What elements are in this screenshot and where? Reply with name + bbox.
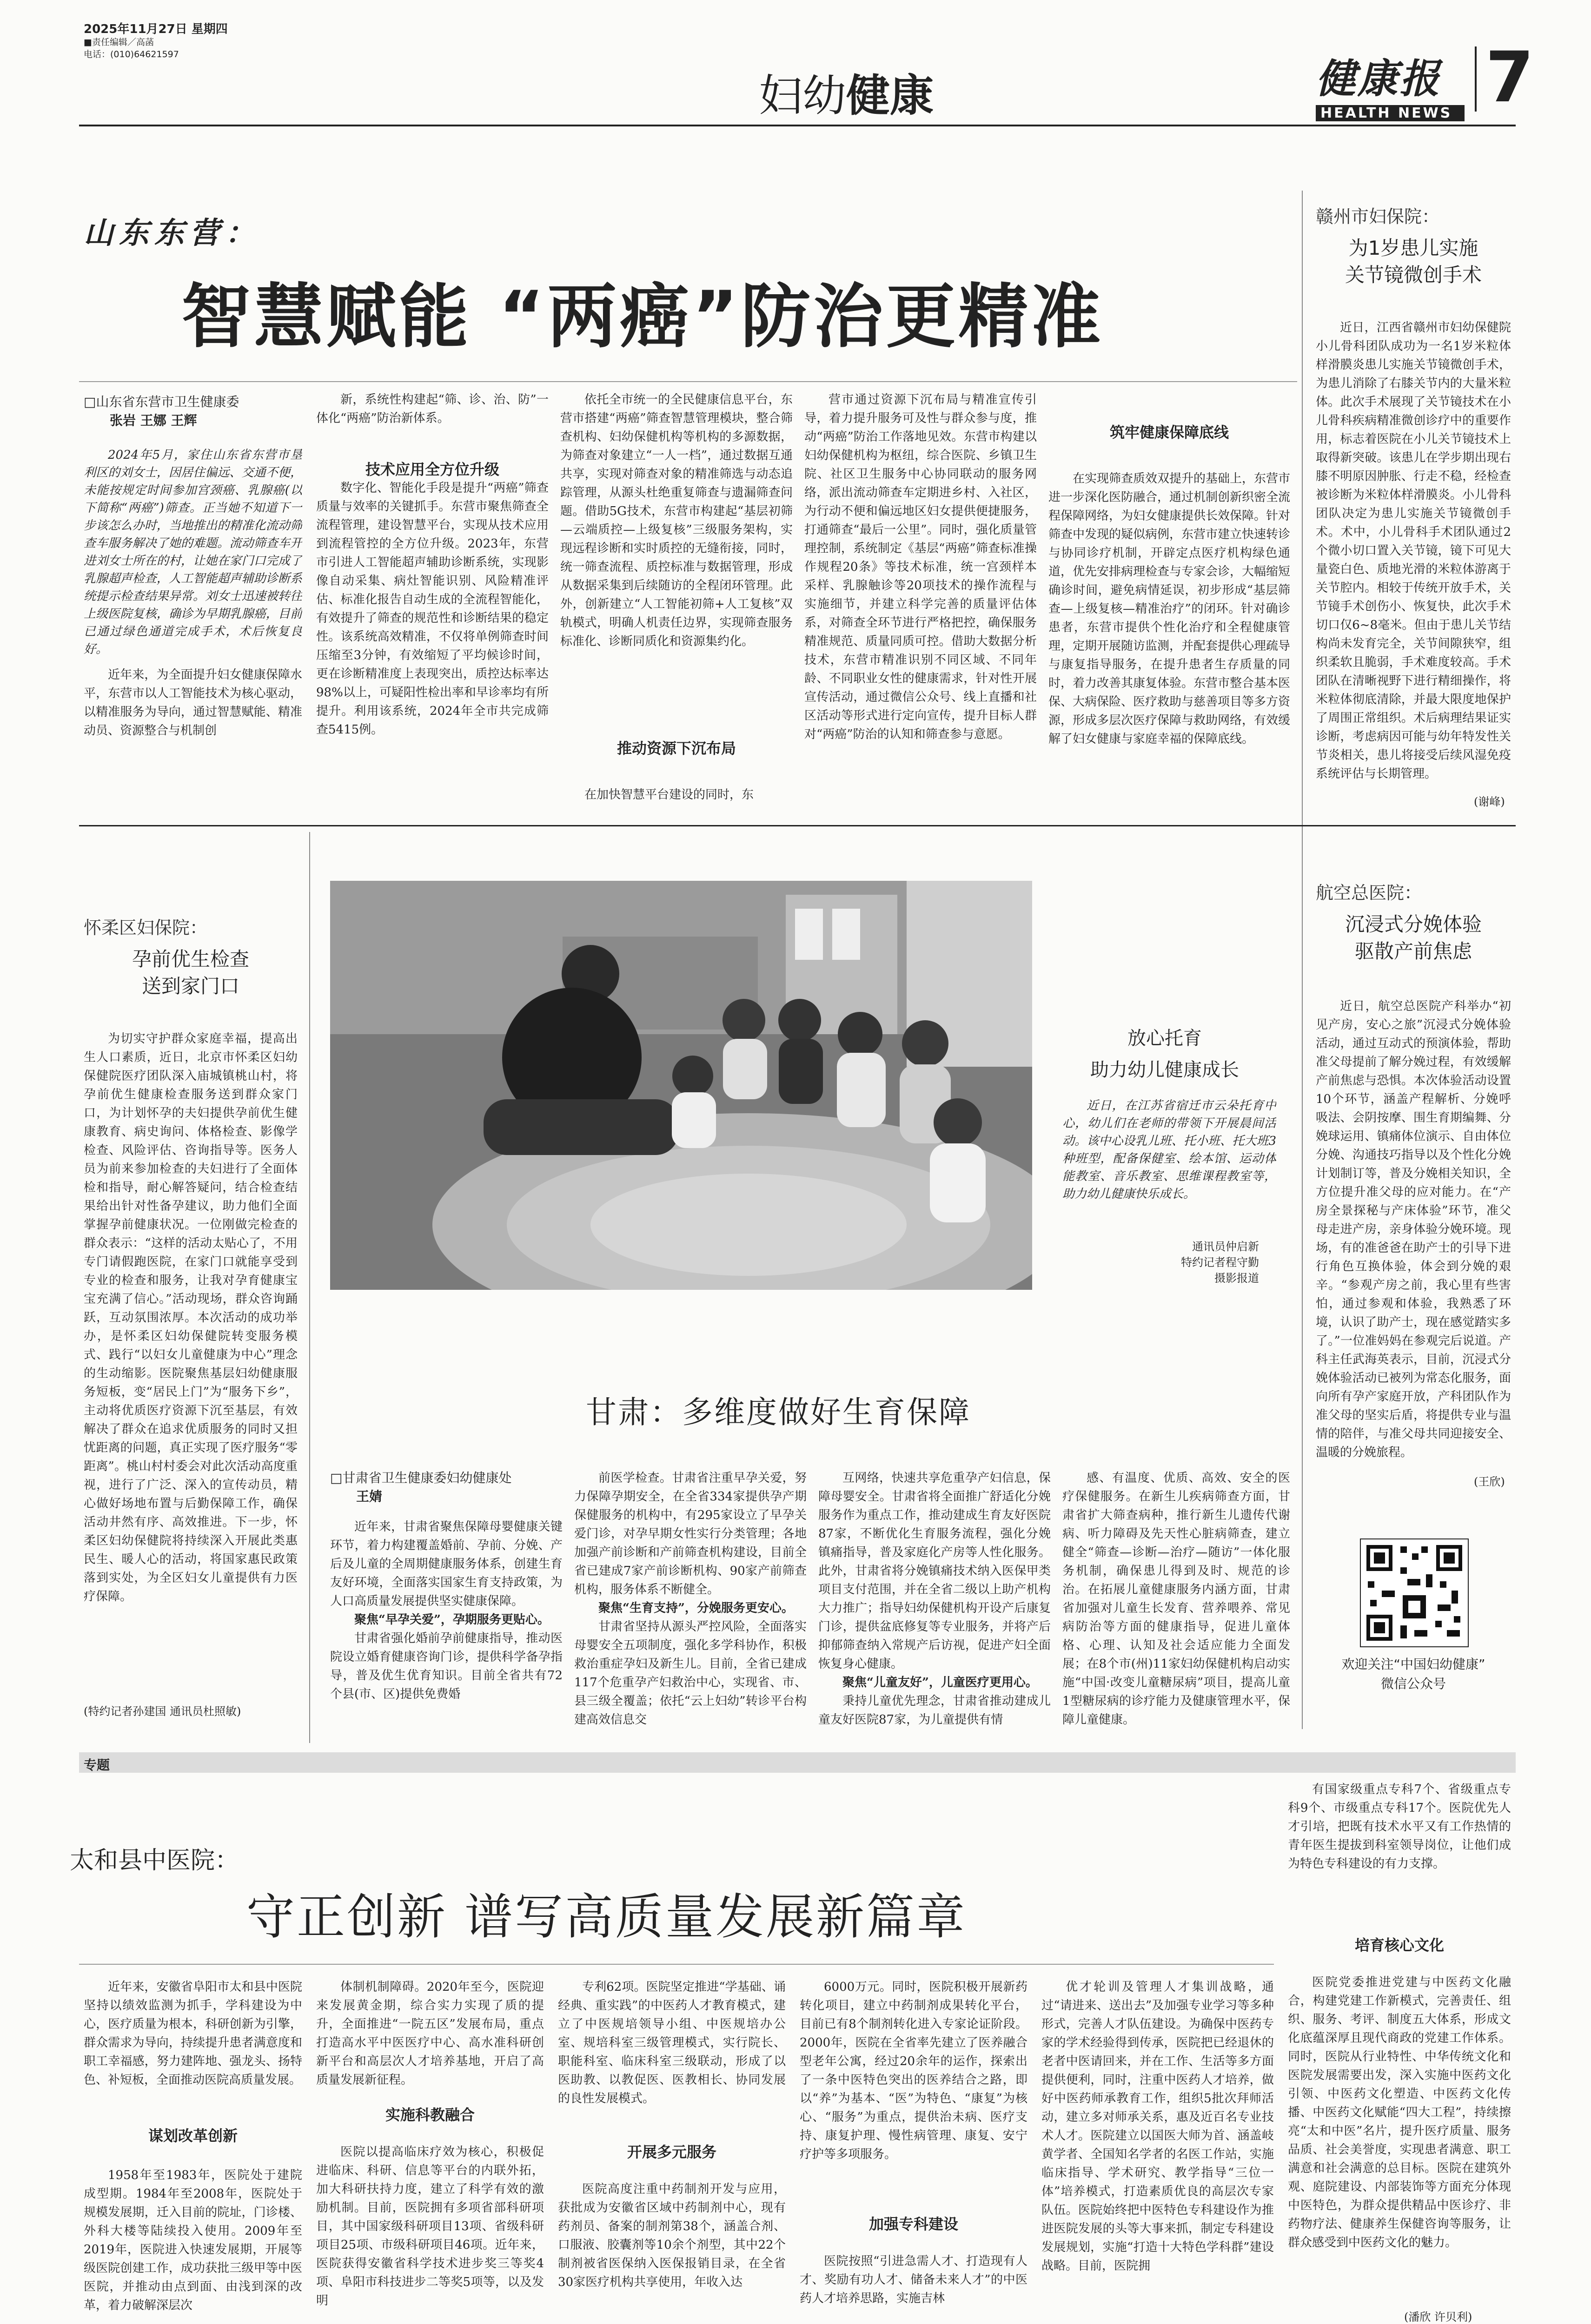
phone-line: 电话：(010)64621597 <box>84 49 179 59</box>
photo-caption: 近日，在江苏省宿迁市云朵托育中心，幼儿们在老师的带领下开展晨间活动。该中心设乳儿班、托小班、托大班3种班型，配备保健室、绘本馆、运动体能教室、音乐教室、思维课程教室等，助力幼儿健康快乐成长。 <box>1062 1099 1276 1201</box>
gansu-col3-tail: 秉持儿童优先理念，甘肃省推动建成儿童友好医院87家，为儿童提供有情 <box>818 1694 1051 1727</box>
lead-column-4 <box>804 390 1037 811</box>
gansu-column-3 <box>818 1469 1051 1736</box>
ganzhou-kicker: 赣州市妇保院： <box>1316 206 1440 227</box>
special-subhead-1: 谋划改革创新 <box>148 2127 238 2145</box>
special-col5: 优才轮训及管理人才集训战略，通过“请进来、送出去”及加强专业学习等多种形式，完善人才队伍建设。为确保中医药专家的学术经验得到传承，医院把已经退休的老者中医请回来，并在工作、生活等多方面提供便利，同时，注重中医药人才培养，做好中医药师承教育工作，组织5批次拜师活动，建立多对师承关系，惠及近百名专业技术人才。医院建立以国医大师为首、涵盖岐黄学者、全国知名学者的名医工作站，实施临床指导、学术研究、教学指导“三位一体”培养模式，打造素质优良的高层次专家队伍。医院始终把中医特色专科建设作为推进医院发展的头等大事来抓，制定专科建设发展规划，实施“打造十大特色学科群”建设战略。目前，医院拥 <box>1041 1980 1274 2273</box>
ganzhou-credit: (谢峰) <box>1474 795 1505 808</box>
photo-credit-line-1: 通讯员仲启新 <box>1192 1240 1259 1253</box>
newspaper-logo <box>1316 46 1465 121</box>
photo-feature-title-line-2: 助力幼儿健康成长 <box>1090 1059 1239 1081</box>
lead-column-1 <box>84 446 302 811</box>
gansu-column-1 <box>330 1518 563 1736</box>
special-subhead-4: 加强专科建设 <box>868 2215 958 2233</box>
lead-column-2 <box>316 390 549 811</box>
special-rule <box>79 1964 1274 1965</box>
huairou-title-line-2: 送到家门口 <box>141 975 239 997</box>
right-column-divider <box>1302 191 1303 1729</box>
nursery-photo-drawing <box>330 881 1032 1290</box>
hangkong-text: 近日，航空总医院产科举办“初见产房，安心之旅”沉浸式分娩体验活动，通过互动式的预演体验，帮助准父母提前了解分娩过程，有效缓解产前焦虑与恐惧。本次体验活动设置10个环节，涵盖产程解析、分娩呼吸法、会阴按摩、围生育期编舞、分娩球运用、镇痛体位演示、自由体位分娩、沟通技巧指导以及个性化分娩计划制订等，普及分娩相关知识，全方位提升准父母的应对能力。在“产房全景探秘与产床体验”环节，准父母走进产房，亲身体验分娩环境。现场，有的准爸爸在助产士的引导下进行角色互换体验，体会到分娩的艰辛。“参观产房之前，我心里有些害怕，通过参观和体验，我熟悉了环境，认识了助产士，现在感觉踏实多了。”一位准妈妈在参观完后说道。产科主任武海英表示，目前，沉浸式分娩体验活动已被列为常态化服务，面向所有孕产家庭开放，产科团队作为准父母的坚实后盾，将提供专业与温情的陪伴，与准父母共同迎接安全、温暖的分娩旅程。 <box>1316 999 1511 1459</box>
lead-kicker: 山东东营： <box>84 216 260 251</box>
gansu-col2-tail: 甘肃省坚持从源头严控风险，全面落实母婴安全五项制度，强化多学科协作，积极救治重症孕妇及新生儿。目前，全省已建成117个危重孕产妇救治中心，实现省、市、县三级全覆盖；依托“云上妇幼”转诊平台构建高效信息交 <box>574 1620 807 1727</box>
ganzhou-title-line-1: 为1岁患儿实施 <box>1348 237 1478 259</box>
lead-column-3-tail <box>560 786 793 811</box>
huairou-body <box>84 1030 298 1699</box>
special-col3: 专利62项。医院坚定推进“学基础、诵经典、重实践”的中医药人才教育模式，建立了中医规培领导小组、中医规培办公室、规培科室三级管理模式，实行院长、职能科室、临床科室三级联动，形成了以医助教、以教促医、医教相长、协同发展的良性发展模式。 <box>558 1980 786 2106</box>
special-col4-tail: 医院按照“引进急需人才、打造现有人才、奖励有功人才、储备未来人才”的中医药人才培养思路，实施吉林 <box>800 2254 1028 2305</box>
gansu-headline: 甘肃：多维度做好生育保障 <box>586 1394 971 1430</box>
special-band-label: 专题 <box>84 1757 110 1773</box>
logo-chinese: 健康报 <box>1316 55 1441 102</box>
gansu-col2: 前医学检查。甘肃省注重早孕关爱，努力保障孕期安全，在全省334家提供孕产期保健服务的机构中，有295家设立了早孕关爱门诊，对孕早期女性实行分类管理；各地加强产前诊断和产前筛查机构建设，目前全省已建成7家产前诊断机构、90家产前筛查机构，服务体系不断健全。 <box>574 1471 807 1597</box>
lead-column-5 <box>1048 469 1290 811</box>
lead-col2-text: 数字化、智能化手段是提升“两癌”筛查质量与效率的关键抓手。东营市聚焦筛查全流程管理，建设智慧平台，实现从技术应用到流程管控的全方位升级。2023年，东营市引进人工智能超声辅助诊断系统，实现影像自动采集、病灶智能识别、风险精准评估、标准化报告自动生成的全流程智能化，有效提升了筛查的规范性和诊断结果的稳定性。该系统高效精准，不仅将单例筛查时间压缩至3分钟，有效缩短了平均候诊时间，更在诊断精准度上表现突出，质控达标率达98%以上，可疑阳性检出率和早诊率均有所提升。利用该系统，2024年全市共完成筛查5415例。 <box>316 481 549 737</box>
special-col4: 6000万元。同时，医院积极开展新药转化项目，建立中药制剂成果转化平台，目前已有8个制剂转化进入专家论证阶段。2000年，医院在全省率先建立了医养融合型老年公寓，经过20余年的运作，探索出了一条中医特色突出的医养结合之路，即以“养”为基本、“医”为特色、“康复”为核心、“服务”为重点，提供治未病、医疗支持、康复护理、慢性病管理、康复、安宁疗护等多项服务。 <box>800 1980 1028 2161</box>
lead-headline: 智慧赋能 “两癌”防治更精准 <box>181 277 1104 357</box>
ganzhou-title-line-2: 关节镜微创手术 <box>1345 264 1482 286</box>
special-column-6 <box>1288 1973 1511 2303</box>
gansu-byline-name: 王婧 <box>356 1489 383 1504</box>
special-column-4-tail <box>800 2252 1028 2319</box>
gansu-byline-org: □甘肃省卫生健康委妇幼健康处 <box>330 1470 512 1486</box>
huairou-kicker: 怀柔区妇保院： <box>84 918 208 938</box>
special-column-2-tail <box>316 2143 544 2319</box>
special-column-2 <box>316 1978 544 2099</box>
special-credit: (潘欣 许贝利) <box>1404 2311 1472 2324</box>
hangkong-credit: (王欣) <box>1474 1475 1505 1488</box>
masthead-rule <box>79 125 1516 126</box>
huairou-title-line-1: 孕前优生检查 <box>132 948 249 971</box>
photo-credit-line-3: 摄影报道 <box>1214 1272 1259 1285</box>
huairou-title <box>84 946 298 1000</box>
left-column-divider <box>309 832 310 1743</box>
hangkong-title <box>1316 911 1511 965</box>
special-col2: 体制机制障碍。2020年至今，医院迎来发展黄金期，综合实力实现了质的提升，全面推进“一院五区”发展布局，重点打造高水平中医医疗中心、高水准科研创新平台和高层次人才培养基地，开启了高质量发展新征程。 <box>316 1980 544 2087</box>
section-title <box>679 60 1014 123</box>
nursery-photo <box>330 881 1032 1290</box>
gansu-column-4 <box>1062 1469 1290 1736</box>
hangkong-kicker: 航空总医院： <box>1316 883 1422 903</box>
issue-date: 2025年11月27日 星期四 <box>84 22 228 36</box>
special-col6-top: 有国家级重点专科7个、省级重点专科9个、市级重点专科17个。医院优先人才引培，把既有技术水平又有工作热情的青年医生提拔到科室领导岗位，让他们成为特色专科建设的有力支撑。 <box>1288 1783 1511 1871</box>
special-band <box>79 1752 1516 1773</box>
special-col2-tail: 医院以提高临床疗效为核心，积极促进临床、科研、信息等平台的内联外拓，加大科研扶持力度，建立了科学有效的激励机制。目前，医院拥有多项省部科研项目，其中国家级科研项目13项、省级科研项目25项、市级科研项目46项。近年来，医院获得安徽省科学技术进步奖三等奖4项、阜阳市科技进步二等奖5项等，以及发明 <box>316 2145 544 2308</box>
gansu-col1-tail: 甘肃省强化婚前孕前健康指导，推动医院设立婚育健康咨询门诊，提供科学备孕指导，普及优生优育知识。目前全省共有72个县(市、区)提供免费婚 <box>330 1631 563 1701</box>
logo-english: HEALTH NEWS <box>1316 105 1465 121</box>
lead-column-3 <box>560 390 793 725</box>
special-column-3-tail <box>558 2180 786 2319</box>
lead-col3-tail: 在加快智慧平台建设的同时，东 <box>584 788 754 802</box>
wechat-qr-code[interactable] <box>1360 1538 1469 1647</box>
gansu-column-2 <box>574 1469 807 1736</box>
lead-col3-text: 依托全市统一的全民健康信息平台，东营市搭建“两癌”筛查智慧管理模块，整合筛查机构、妇幼保健机构等机构的多源数据，为筛查对象建立“一人一档”，通过数据互通共享，实现对筛查对象的精准筛选与动态追踪管理，从源头杜绝重复筛查与遗漏筛查问题。借助5G技术，东营市构建起“基层初筛—云端质控—上级复核”三级服务架构，实现远程诊断和实时质控的无缝衔接，同时，统一筛查流程、质控标准与数据管理，形成从数据采集到后续随访的全程闭环管理。此外，创新建立“人工智能初筛+人工复核”双轨模式，明确人机责任边界，实现筛查服务标准化、诊断同质化和资源集约化。 <box>560 393 793 648</box>
photo-credit-line-2: 特约记者程守勤 <box>1181 1256 1259 1269</box>
section-prefix: 妇幼 <box>758 71 846 121</box>
special-col1: 近年来，安徽省阜阳市太和县中医院坚持以绩效监测为抓手，学科建设为中心，医疗质量为根本，科研创新为引擎，群众需求为导向，持续提升患者满意度和职工幸福感，努力建阵地、强龙头、扬特色、补短板，全面推动医院高质量发展。 <box>84 1980 302 2087</box>
qr-caption <box>1318 1655 1509 1694</box>
lead-byline-names: 张岩 王娜 王辉 <box>110 413 197 428</box>
lead-col4-text: 营市通过资源下沉布局与精准宣传引导，着力提升服务可及性与群众参与度，推动“两癌”防治工作落地见效。东营市构建以妇幼保健机构为枢纽，综合医院、乡镇卫生院、社区卫生服务中心协同联动的服务网络，派出流动筛查车定期进乡村、入社区，为行动不便和偏远地区妇女提供便捷服务，打通筛查“最后一公里”。同时，强化质量管理控制，系统制定《基层“两癌”筛查标准操作规程20条》等技术标准，统一宫颈样本采样、乳腺触诊等20项技术的操作流程与实施细节，并建立科学完善的质量评估体系，对筛查全环节进行严格把控，确保服务精准规范、质量同质可控。借助大数据分析技术，东营市精准识别不同区域、不同年龄、不同职业女性的健康需求，针对性开展宣传活动，通过微信公众号、线上直播和社区活动等形式进行定向宣传，提升目标人群对“两癌”防治的认知和筛查参与意愿。 <box>804 393 1037 741</box>
special-subhead-2: 实施科教融合 <box>385 2106 475 2124</box>
lead-byline <box>84 393 302 430</box>
lead-subhead-1: 技术应用全方位升级 <box>365 461 499 478</box>
special-subhead-3: 开展多元服务 <box>627 2143 716 2161</box>
editor-info <box>84 36 179 60</box>
special-subhead-5: 培育核心文化 <box>1354 1936 1444 1954</box>
photo-feature-title <box>1044 1023 1286 1086</box>
ganzhou-body <box>1316 318 1511 792</box>
section-main: 健康 <box>846 71 934 121</box>
special-headline: 守正创新 谱写高质量发展新篇章 <box>246 1888 967 1945</box>
page-number: 7 <box>1485 37 1534 118</box>
lead-subhead-3: 筑牢健康保障底线 <box>1109 423 1229 441</box>
gansu-col4: 感、有温度、优质、高效、安全的医疗保健服务。在新生儿疾病筛查方面，甘肃省扩大筛查病种，推行新生儿遗传代谢病、听力障碍及先天性心脏病筛查，建立健全“筛查—诊断—治疗—随访”一体化服务机制，确保患儿得到及时、规范的诊治。在拓展儿童健康服务内涵方面，甘肃省加强对儿童生长发育、营养喂养、常见病防治等方面的健康指导，促进儿童体格、心理、认知及社会适应能力全面发展；在8个市(州)11家妇幼保健机构启动实施“中国·改变儿童糖尿病”项目，提高儿童1型糖尿病的诊疗能力及健康管理水平，保障儿童健康。 <box>1062 1471 1290 1727</box>
qr-code-icon <box>1361 1539 1468 1646</box>
gansu-col2-bold: 聚焦“生育支持”，分娩服务更安心。 <box>598 1601 794 1615</box>
qr-caption-line-2: 微信公众号 <box>1380 1676 1446 1691</box>
ganzhou-text: 近日，江西省赣州市妇幼保健院小儿骨科团队成功为一名1岁米粒体样滑膜炎患儿实施关节镜微创手术，为患儿消除了右膝关节内的大量米粒体。此次手术展现了关节镜技术在小儿骨科疾病精准微创诊疗中的重要作用，标志着医院在小儿关节镜技术上取得新突破。该患儿在学步期出现右膝不明原因肿胀、行走不稳，经检查被诊断为米粒体样滑膜炎。小儿骨科团队决定为患儿实施关节镜微创手术。术中，小儿骨科手术团队通过2个微小切口置入关节镜，镜下可见大量瓷白色、质地光滑的米粒体游离于关节腔内。相较于传统开放手术，关节镜手术创伤小、恢复快，此次手术切口仅6~8毫米。但由于患儿关节结构尚未发育完全，关节间隙狭窄，组织柔软且脆弱，手术难度较高。手术团队在清晰视野下进行精细操作，将米粒体彻底清除，并最大限度地保护了周围正常组织。术后病理结果证实诊断，考虑病因可能与幼年特发性关节炎相关，患儿将接受后续风湿免疫系统评估与长期管理。 <box>1316 321 1511 781</box>
gansu-col3: 互网络，快速共享危重孕产妇信息，保障母婴安全。甘肃省将全面推广舒适化分娩服务作为重点工作，推动建成生育友好医院87家，不断优化生育服务流程，强化分娩镇痛指导，普及家庭化产房等人性化服务。此外，甘肃省将分娩镇痛技术纳入医保甲类项目支付范围，并在全省二级以上助产机构大力推广；指导妇幼保健机构开设产后康复门诊，提供盆底修复等专业服务，并将产后抑郁筛查纳入常规产后访视，促进产妇全面恢复身心健康。 <box>818 1471 1051 1671</box>
special-col1-tail: 1958年至1983年，医院处于建院成型期。1984年至2008年，医院处于规模发展期，迁入目前的院址，门诊楼、外科大楼等陆续投入使用。2009年至2019年，医院进入快速发展期，开展等级医院创建工作，成功获批三级甲等中医医院，并推动由点到面、由浅到深的改革，着力破解深层次 <box>84 2168 302 2312</box>
special-column-6-top <box>1288 1780 1511 1915</box>
gansu-byline <box>330 1469 563 1506</box>
masthead-divider <box>1475 46 1477 112</box>
mid-rule <box>79 825 1516 826</box>
special-col6: 医院党委推进党建与中医药文化融合，构建党建工作新模式，完善责任、组织、服务、考评、制度五大体系，形成文化底蕴深厚且现代商政的党建工作体系。同时，医院从行业特性、中华传统文化和医院发展需要出发，深入实施中医药文化引领、中医药文化塑造、中医药文化传播、中医药文化赋能“四大工程”，持续擦亮“太和中医”名片，提升医疗质量、服务品质、社会美誉度，实现患者满意、职工满意和社会满意的总目标。医院在建筑外观、庭院建设、内部装饰等方面充分体现中医特色，为群众提供精品中医诊疗、非药物疗法、健康养生保健咨询等服务，让群众感受到中医药文化的魅力。 <box>1288 1975 1511 2250</box>
qr-caption-line-1: 欢迎关注“中国妇幼健康” <box>1341 1657 1485 1672</box>
hangkong-body <box>1316 997 1511 1466</box>
special-column-3 <box>558 1978 786 2119</box>
huairou-credit: (特约记者孙建国 通讯员杜照敏) <box>84 1705 241 1718</box>
editor-line: ■责任编辑／高菡 <box>84 37 154 47</box>
special-column-4 <box>800 1978 1028 2196</box>
special-column-1-tail <box>84 2166 302 2319</box>
photo-caption-body <box>1062 1097 1276 1236</box>
photo-credit <box>1181 1239 1259 1286</box>
lead-subhead-2: 推动资源下沉布局 <box>617 739 736 757</box>
special-kicker: 太和县中医院： <box>70 1847 239 1875</box>
gansu-col3-bold: 聚焦“儿童友好”，儿童医疗更用心。 <box>842 1676 1038 1690</box>
lead-col1-text: 近年来，为全面提升妇女健康保障水平，东营市以人工智能技术为核心驱动，以精准服务为导向，通过智慧赋能、精准动员、资源整合与机制创 <box>84 668 302 738</box>
lead-col2-top: 新，系统性构建起“筛、诊、治、防”一体化“两癌”防治新体系。 <box>316 393 549 425</box>
gansu-col1-bold: 聚焦“早孕关爱”，孕期服务更贴心。 <box>354 1613 550 1627</box>
lead-rule <box>79 381 1297 382</box>
special-col3-tail: 医院高度注重中药制剂开发与应用，获批成为安徽省区域中药制剂中心，现有药剂员、备案的制剂第38个，涵盖合剂、口服液、胶囊剂等10余个剂型，其中22个制剂被省医保纳入医保报销目录，在全省30家医疗机构共享使用，年收入达 <box>558 2182 786 2289</box>
ganzhou-title <box>1316 235 1511 289</box>
gansu-col1: 近年来，甘肃省聚焦保障母婴健康关键环节，着力构建覆盖婚前、孕前、分娩、产后及儿童的全周期健康服务体系，创建生育友好环境，全面落实国家生育支持政策，为人口高质量发展提供坚实健康保障。 <box>330 1520 563 1608</box>
lead-paragraph: 2024年5月，家住山东省东营市垦利区的刘女士，因居住偏远、交通不便，未能按规定时间参加宫颈癌、乳腺癌(以下简称“两癌”)筛查。正当她不知道下一步该怎么办时，当地推出的精准化流动筛查车服务解决了她的难题。流动筛查车开进刘女士所在的村，让她在家门口完成了乳腺超声检查，人工智能超声辅助诊断系统提示检查结果异常。刘女士迅速被转往上级医院复核，确诊为早期乳腺癌，目前已通过绿色通道完成手术，术后恢复良好。 <box>84 448 302 656</box>
lead-byline-org: □山东省东营市卫生健康委 <box>84 394 239 409</box>
photo-feature-title-line-1: 放心托育 <box>1127 1028 1202 1049</box>
hangkong-title-line-2: 驱散产前焦虑 <box>1354 940 1472 963</box>
lead-col5-text: 在实现筛查质效双提升的基础上，东营市进一步深化医防融合，通过机制创新织密全流程保障网络，为妇女健康提供长效保障。针对筛查中发现的疑似病例，东营市建立快速转诊与协同诊疗机制，开辟定点医疗机构绿色通道，优先安排病理检查与专家会诊，大幅缩短确诊时间，避免病情延误，初步形成“基层筛查—上级复核—精准治疗”的闭环。针对确诊患者，东营市提供个性化治疗和全程健康管理，定期开展随访监测，并配套提供心理疏导与康复指导服务，在提升患者生存质量的同时，着力改善其康复体验。东营市整合基本医保、大病保险、医疗救助与慈善项目等多方资源，形成多层次医疗保障与救助网络，有效缓解了妇女健康与家庭幸福的保障底线。 <box>1048 472 1290 746</box>
special-column-5 <box>1041 1978 1274 2319</box>
hangkong-title-line-1: 沉浸式分娩体验 <box>1345 913 1482 936</box>
huairou-text: 为切实守护群众家庭幸福，提高出生人口素质，近日，北京市怀柔区妇幼保健院医疗团队深入庙城镇桃山村，将孕前优生健康检查服务送到群众家门口，为计划怀孕的夫妇提供孕前优生健康教育、病史询问、体格检查、影像学检查、风险评估、咨询指导等。医务人员为前来参加检查的夫妇进行了全面体检和指导，耐心解答疑问，结合检查结果给出针对性备孕建议，助力他们全面掌握孕前健康状况。一位刚做完检查的群众表示：“这样的活动太贴心了，不用专门请假跑医院，在家门口就能享受到专业的检查和服务，让我对孕育健康宝宝充满了信心。”活动现场，群众咨询踊跃，互动氛围浓厚。本次活动的成功举办，是怀柔区妇幼保健院转变服务模式、践行“以妇女儿童健康为中心”理念的生动缩影。医院聚焦基层妇幼健康服务短板，变“居民上门”为“服务下乡”，主动将优质医疗资源下沉至基层，有效解决了群众在追求优质服务的同时又担忧距离的问题，真正实现了医疗服务“零距离”。桃山村村委会对此次活动高度重视，进行了广泛、深入的宣传动员，精心做好场地布置与后勤保障工作，确保活动井然有序、高效推进。下一步，怀柔区妇幼保健院将持续深入开展此类惠民生、暖人心的活动，将国家惠民政策落到实处，为全区妇女儿童提供有力医疗保障。 <box>84 1032 298 1604</box>
